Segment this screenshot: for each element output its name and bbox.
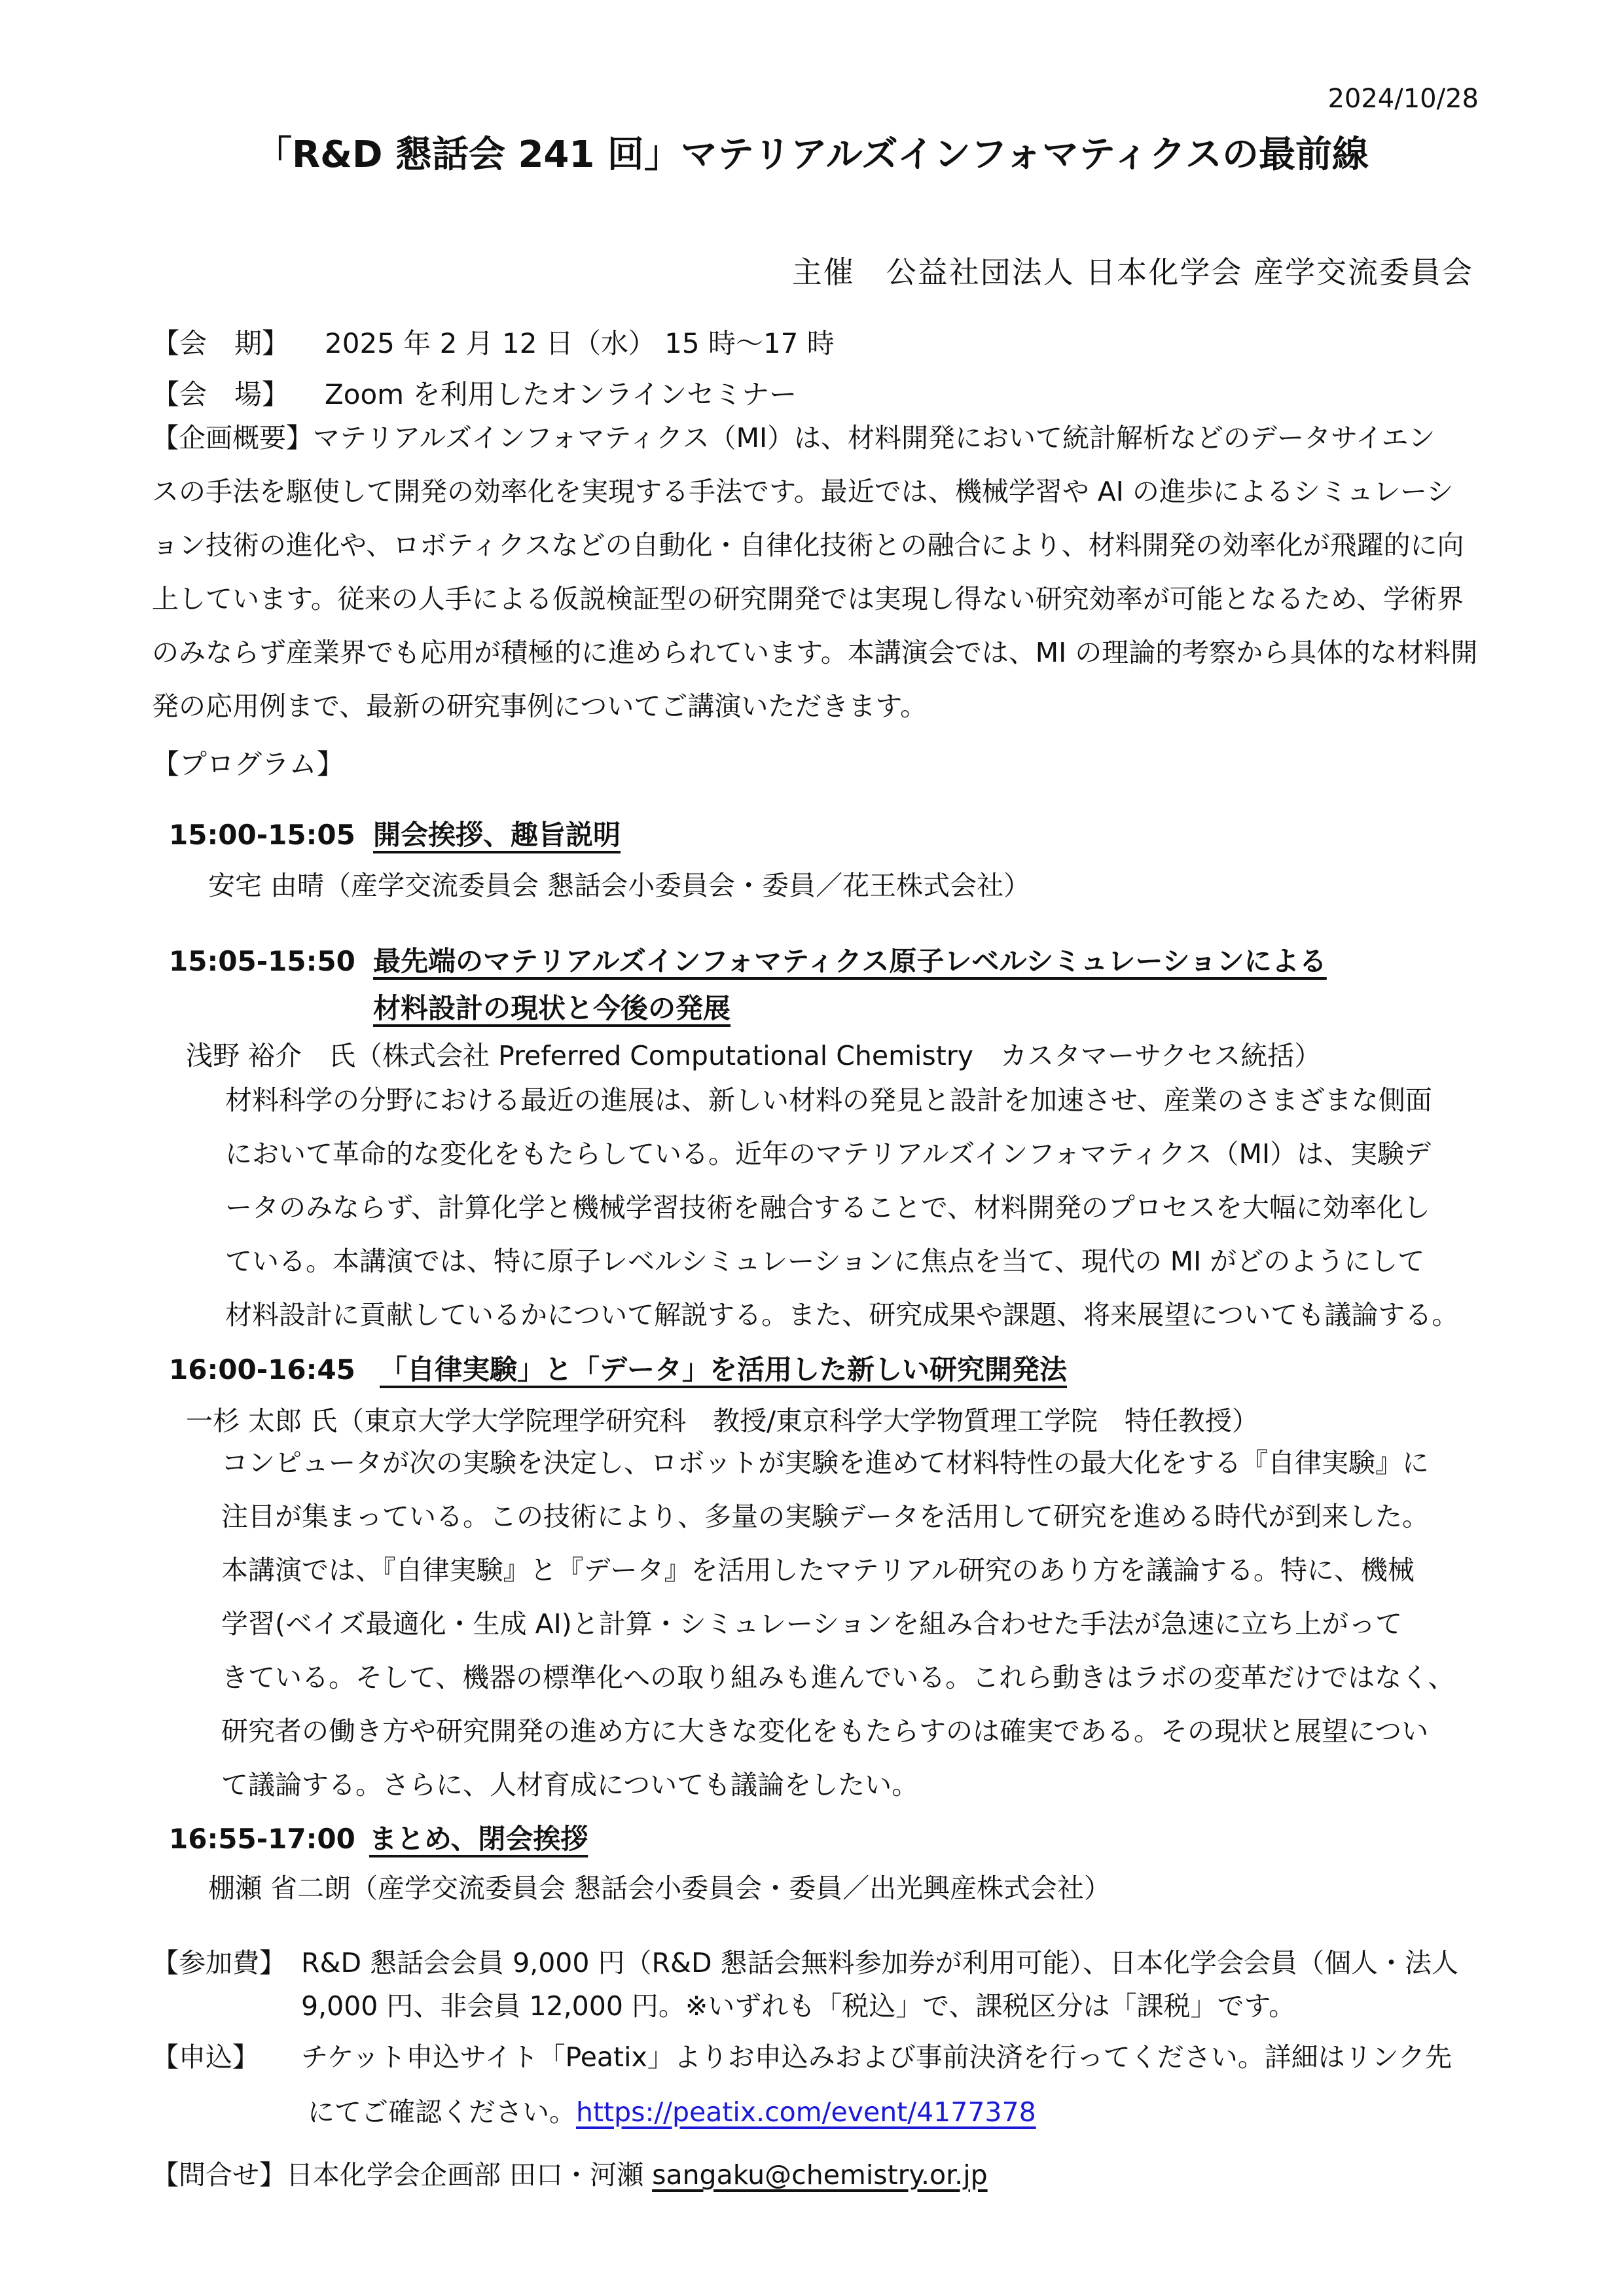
fee-line-2: 9,000 円、非会員 12,000 円。※いずれも「税込」で、課税区分は「課税」です。 — [301, 1990, 1296, 2022]
abstract-line: コンピュータが次の実験を決定し、ロボットが実験を進めて材料特性の最大化をする『自律実験』に — [221, 1447, 1429, 1479]
program-item-1-speaker: 安宅 由晴（産学交流委員会 懇話会小委員会・委員／花王株式会社） — [208, 870, 1031, 901]
session-value: 2025 年 2 月 12 日（水） 15 時～17 時 — [325, 327, 835, 359]
session-label: 【会 期】 — [152, 327, 290, 359]
program-time: 15:00-15:05 — [169, 819, 355, 851]
program-time: 16:00-16:45 — [169, 1354, 355, 1386]
abstract-line: ータのみならず、計算化学と機械学習技術を融合することで、材料開発のプロセスを大幅に効率化し — [225, 1192, 1430, 1223]
document-title: 「R&D 懇話会 241 回」マテリアルズインフォマティクスの最前線 — [255, 134, 1369, 176]
contact-text: 日本化学会企画部 田口・河瀬 — [286, 2159, 653, 2191]
contact-email[interactable]: sangaku@chemistry.or.jp — [652, 2159, 988, 2191]
apply-label: 【申込】 — [152, 2041, 259, 2073]
program-item-4-speaker: 棚瀬 省二朗（産学交流委員会 懇話会小委員会・委員／出光興産株式会社） — [208, 1873, 1111, 1904]
program-title: 最先端のマテリアルズインフォマティクス原子レベルシミュレーションによる — [373, 945, 1327, 977]
program-item-2-abstract — [225, 1073, 1458, 1342]
peatix-link[interactable]: https://peatix.com/event/4177378 — [576, 2096, 1036, 2128]
overview-line: スの手法を駆使して開発の効率化を実現する手法です。最近では、機械学習や AI の進歩によるシミュレーシ — [152, 476, 1454, 507]
abstract-line: て議論する。さらに、人材育成についても議論をしたい。 — [221, 1769, 919, 1801]
abstract-line: ている。本講演では、特に原子レベルシミュレーションに焦点を当て、現代の MI がどのようにして — [225, 1246, 1425, 1277]
venue-row — [152, 373, 797, 412]
program-item-3-abstract — [221, 1436, 1454, 1812]
program-title: 「自律実験」と「データ」を活用した新しい研究開発法 — [380, 1354, 1068, 1386]
organizer: 主催 公益社団法人 日本化学会 産学交流委員会 — [791, 255, 1473, 290]
venue-label: 【会 場】 — [152, 378, 290, 410]
overview-line: 上しています。従来の人手による仮説検証型の研究開発では実現し得ない研究効率が可能となるため、学術界 — [152, 583, 1464, 615]
fee-label: 【参加費】 — [152, 1947, 286, 1979]
program-item-2-heading — [169, 940, 1327, 979]
abstract-line: において革命的な変化をもたらしている。近年のマテリアルズインフォマティクス（MI）は、実験デ — [225, 1138, 1432, 1170]
document-date: 2024/10/28 — [1327, 84, 1479, 114]
abstract-line: 材料設計に貢献しているかについて解説する。また、研究成果や課題、将来展望についても議論する。 — [225, 1299, 1459, 1331]
abstract-line: 材料科学の分野における最近の進展は、新しい材料の発見と設計を加速させ、産業のさまざまな側面 — [225, 1085, 1432, 1116]
program-item-2-speaker: 浅野 裕介 氏（株式会社 Preferred Computational Chemistry カスタマーサクセス統括） — [186, 1040, 1322, 1071]
program-title: 開会挨拶、趣旨説明 — [373, 819, 621, 851]
overview-line: のみならず産業界でも応用が積極的に進められています。本講演会では、MI の理論的考察から具体的な材料開 — [152, 637, 1478, 668]
program-item-3-heading — [169, 1348, 1067, 1388]
abstract-line: 研究者の働き方や研究開発の進め方に大きな変化をもたらすのは確実である。その現状と展望につい — [221, 1715, 1429, 1747]
program-heading: 【プログラム】 — [152, 748, 344, 780]
program-time: 15:05-15:50 — [169, 945, 355, 977]
program-item-2-heading-line2: 材料設計の現状と今後の発展 — [373, 992, 731, 1024]
fee-line: R&D 懇話会会員 9,000 円（R&D 懇話会無料参加券が利用可能）、日本化学会会員（個人・法人 — [301, 1947, 1459, 1979]
apply-row — [152, 2036, 1452, 2074]
contact-label: 【問合せ】 — [152, 2159, 286, 2191]
overview-line: 【企画概要】マテリアルズインフォマティクス（MI）は、材料開発において統計解析などのデータサイエン — [152, 422, 1435, 454]
session-row — [152, 322, 835, 361]
program-time: 16:55-17:00 — [169, 1823, 355, 1855]
overview-line: ョン技術の進化や、ロボティクスなどの自動化・自律化技術との融合により、材料開発の効率化が飛躍的に向 — [152, 529, 1464, 561]
overview-label: 【企画概要】 — [152, 422, 313, 454]
apply-line-2: にてご確認ください。 — [308, 2096, 576, 2128]
program-title: まとめ、閉会挨拶 — [369, 1823, 588, 1855]
program-item-1-heading — [169, 814, 621, 853]
abstract-line: 本講演では、『自律実験』と『データ』を活用したマテリアル研究のあり方を議論する。特に、機械 — [221, 1554, 1415, 1586]
abstract-line: 学習(ベイズ最適化・生成 AI)と計算・シミュレーションを組み合わせた手法が急速に立ち上がって — [221, 1608, 1403, 1640]
apply-line: チケット申込サイト「Peatix」よりお申込みおよび事前決済を行ってください。詳細はリンク先 — [301, 2041, 1452, 2073]
fee-row — [152, 1941, 1458, 1980]
abstract-line: 注目が集まっている。この技術により、多量の実験データを活用して研究を進める時代が到来した。 — [221, 1501, 1429, 1532]
program-item-3-speaker: 一杉 太郎 氏（東京大学大学院理学研究科 教授/東京科学大学物質理工学院 特任教授） — [186, 1405, 1259, 1437]
overview-line: 発の応用例まで、最新の研究事例についてご講演いただきます。 — [152, 691, 928, 722]
overview-block — [152, 411, 1477, 733]
venue-value: Zoom を利用したオンラインセミナー — [325, 378, 797, 410]
apply-row-2 — [308, 2090, 1036, 2129]
abstract-line: きている。そして、機器の標準化への取り組みも進んでいる。これら動きはラボの変革だけではなく、 — [221, 1662, 1455, 1693]
contact-row — [152, 2153, 988, 2192]
program-item-4-heading — [169, 1818, 588, 1857]
